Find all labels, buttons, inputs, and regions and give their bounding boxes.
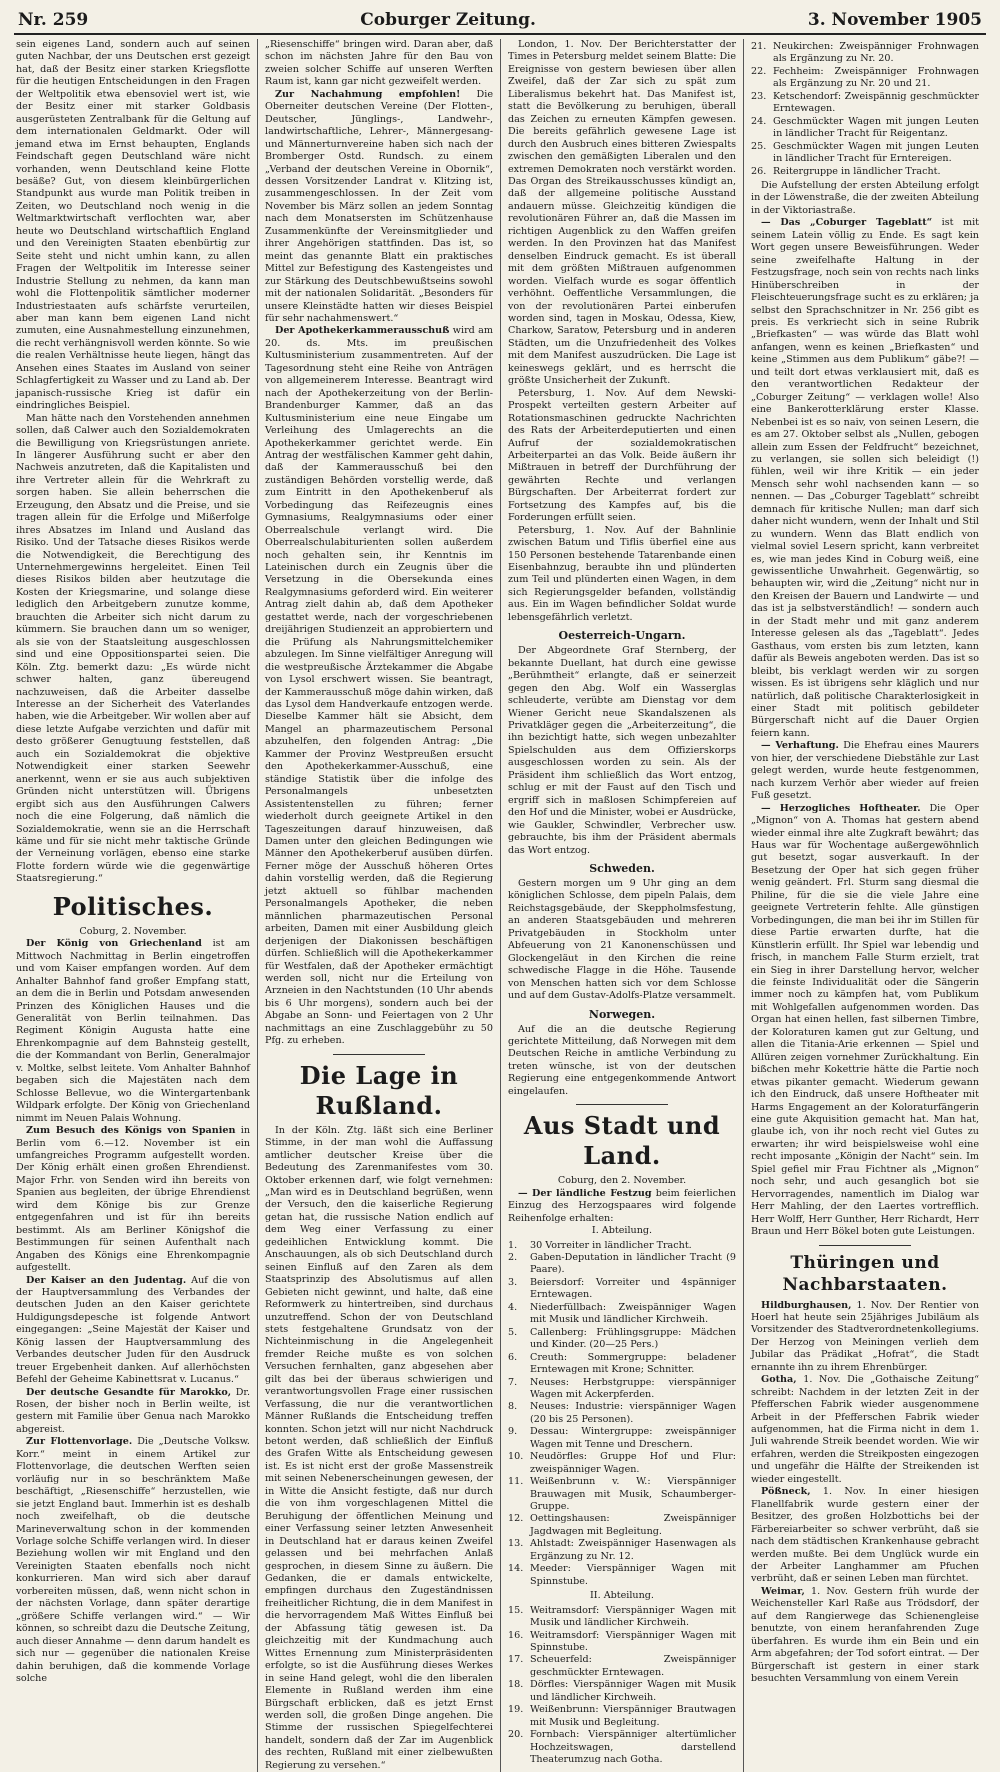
list-item-number: 17. xyxy=(508,1654,524,1666)
masthead xyxy=(14,10,986,35)
article-headline: Zur Nachahmung empfohlen! xyxy=(275,88,461,100)
list-item xyxy=(508,1451,736,1476)
subheading-oesterreich: Oesterreich-Ungarn. xyxy=(558,629,686,643)
list-item-number: 10. xyxy=(508,1451,524,1463)
list-item xyxy=(751,166,979,178)
newspaper-title: Coburger Zeitung. xyxy=(360,10,536,30)
list-item-text: Scheuerfeld: Zweispänniger geschmückter Erntewagen. xyxy=(530,1654,736,1678)
list-item-number: 4. xyxy=(508,1301,518,1313)
list-item xyxy=(508,1377,736,1402)
list-item-number: 14. xyxy=(508,1563,524,1575)
list-item-text: Ketschendorf: Zweispännig geschmückter Erntewagen. xyxy=(773,90,979,115)
list-item xyxy=(751,41,979,66)
list-item-text: Beiersdorf: Vorreiter und 4spänniger Erntewagen. xyxy=(530,1276,736,1301)
list-item-number: 22. xyxy=(751,65,767,77)
article-headline: — Verhaftung. xyxy=(761,740,839,752)
section-title-russland: Die Lage in Rußland. xyxy=(299,1060,459,1120)
paragraph: Die Aufstellung der ersten Abteilung erfolgt in der Löwenstraße, die der zweiten Abteilung in der Viktoriastraße. xyxy=(751,179,979,216)
list-heading: II. Abteilung. xyxy=(590,1590,654,1602)
list-item-text: Weitramsdorf: Vierspänniger Wagen mit Spinnstube. xyxy=(530,1629,736,1654)
paragraph: Der deutsche Gesandte für Marokko, Dr. Rosen, der bisher noch in Berlin weilte, ist gestern mit Familie über Genua nach Marokko abgereist. xyxy=(16,1386,250,1435)
article-headline: Zur Flottenvorlage. xyxy=(26,1436,133,1448)
list-item xyxy=(508,1630,736,1655)
paragraph: Hildburghausen, 1. Nov. Der Rentier von Hoerl hat heute sein 25jähriges Jubiläum als Vorsitzender des Stadtverordnetenkollegiums. Der Herzog von Meiningen verlieh dem Jubilar das Prädikat „Hofrat“, die Stadt ernannte ihn zu ihrem Ehrenbürger. xyxy=(751,1299,979,1373)
list-item-number: 20. xyxy=(508,1729,524,1741)
list-item-number: 8. xyxy=(508,1401,518,1413)
article-headline: — Das „Coburger Tageblatt“ xyxy=(761,217,933,229)
list-item-text: Weißenbrunn v. W.: Vierspänniger Brauwagen mit Musik, Schaumberger-Gruppe. xyxy=(530,1476,736,1513)
paragraph: — Verhaftung. Die Ehefrau eines Maurers von hier, der verschiedene Diebstähle zur Last gelegt werden, wurde heute festgenommen, nach kurzem Verhör aber wieder auf freien Fuß gesetzt. xyxy=(751,740,979,802)
issue-date: 3. November 1905 xyxy=(807,10,982,30)
column-3 xyxy=(500,39,743,1772)
column-4 xyxy=(743,39,986,1772)
subheading-norwegen: Norwegen. xyxy=(588,1007,656,1021)
paragraph: In der Köln. Ztg. läßt sich eine Berliner Stimme, in der man wohl die Auffassung amtlicher deutscher Kreise über die Bedeutung des Zarenmanifestes vom 30. Oktober erkennen darf, wie folgt vernehmen: „Man wird es in Deutschland begrüßen, wenn der Versuch, den die kaiserliche Regierung getan hat, die russische Nation endlich auf dem Weg einer Verfassung zu einer gedeihlichen Entwicklung kommt. Die Anschauungen, als ob sich Deutschland durch seinen Einfluß auf den Zaren als dem Staatsprinzip des Absolutismus auf allen Gebieten nicht gewinnt, und halte, daß eine Reformwerk zu hintertreiben, sind durchaus unzutreffend. Schon der von Deutschland stets festgehaltene Grundsatz von der Nichteinmischung in die Angelegenheit fremder Reiche mußte es von solchen Versuchen fernhalten, ganz abgesehen aber gilt das bei der überaus schwierigen und verantwortungsvollen Frage einer russischen Verfassung, die nur die verantwortlichen Männer Rußlands die Entscheidung treffen konnten. Schon jetzt will nur nicht Nachdruck betont werden, daß schließlich der Einfluß des Grafen Witte als Entscheidung gewesen ist. Es ist nicht erst der große Massenstreik mit seinen Nebenerscheinungen gewesen, der in Witte die Ansicht festigte, daß nur durch die von ihm vorgeschlagenen Mittel die Beruhigung der öffentlichen Meinung und einer Verfassung seiner letzten Anwesenheit in Deutschland hat er daraus keinen Zweifel gelassen und bei mehrfachen Anlaß gesprochen, in diesem Sinne zu äußern. Die Gedanken, die er damals entwickelte, empfingen durchaus den Zugeständnissen freiheitlicher Richtung, die in dem Manifest in die hervorragendem Maß Wittes Einfluß bei der Abfassung tätig gewesen ist. Da gleichzeitig mit der Kundmachung auch Wittes Ernennung zum Ministerpräsidenten erfolgte, so ist die Ausführung dieses Werkes in seine Hand gelegt, wohl die den liberalen Elemente in Rußland werden ihm eine Bürgschaft erblicken, daß es jetzt Ernst werden soll, die großen Dinge angehen. Die Stimme der russischen Spiegelfechterei handelt, sondern daß der Zar im Augenblick des rechten, Rußland mit einer zielbewußten Regierung zu versehen.“ xyxy=(265,1124,493,1771)
list-item-text: Neuses: Industrie: vierspänniger Wagen (20 bis 25 Personen). xyxy=(530,1401,736,1425)
list-item-number: 19. xyxy=(508,1704,524,1716)
dateline: Coburg, den 2. November. xyxy=(557,1175,687,1187)
list-item-text: Niederfüllbach: Zweispänniger Wagen mit Musik und ländlicher Kirchweih. xyxy=(530,1301,736,1326)
paragraph: Zur Flottenvorlage. Die „Deutsche Volksw. Korr.“ meint in einem Artikel zur Flottenvorlage, die deutschen Werften seien vorläufig nur in so beschränktem Maße beschäftigt, „Riesenschiffe“ herzustellen, wie sie jetzt England baut. Immerhin ist es deshalb noch zweifelhaft, ob die deutsche Marineverwaltung schon in der kommenden Vorlage solche Schiffe verlangen wird. In dieser Beziehung wollen wir mit England und den Vereinigten Staaten ebenfalls noch nicht konkurrieren. Man wird sich aber darauf vorbereiten müssen, daß, wenn nicht schon in der nächsten Vorlage, dann später derartige „größere Schiffe verlangen wird.“ — Wir können, so schreibt dazu die Deutsche Zeitung, auch dieser Annahme — denn darum handelt es sich nur — gegenüber die nationalen Kreise dahin beruhigen, daß die kommende Vorlage solche xyxy=(16,1436,250,1684)
list-item-text: Reitergruppe in ländlicher Tracht. xyxy=(773,165,941,177)
list-item-number: 15. xyxy=(508,1604,524,1616)
paragraph: London, 1. Nov. Der Berichterstatter der Times in Petersburg meldet seinem Blatte: Die Ereignisse von gestern bewiesen über allen Zweifel, daß der Zar sich zu spät zum Liberalismus bekehrt hat. Das Manifest ist, statt die Bevölkerung zu beruhigen, überall das Zeichen zu erneuten Kämpfen gewesen. Die bereits gefährlich gewesene Lage ist durch den Ausbruch eines bitteren Zwiespalts zwischen den gemäßigten Liberalen und den extremen Demokraten noch verstärkt worden. Das Organ des Streikausschusses kündigt an, daß der allgemeine politische Ausstand andauern müsse. Gleichzeitig kündigen die revolutionären Führer an, daß die Massen im richtigen Augenblick zu den Waffen greifen werden. In den Provinzen hat das Manifest denselben Eindruck gemacht. Es ist überall mit dem größten Mißtrauen aufgenommen worden. Vielfach wurde es sogar öffentlich verhöhnt. Oeffentliche Versammlungen, die von der revolutionären Partei einberufen worden sind, tagen in Moskau, Odessa, Kiew, Charkow, Saratow, Petersburg und in anderen Städten, um die Unzufriedenheit des Volkes mit dem Manifest auszudrücken. Die Lage ist keineswegs geklärt, und es herrscht die größte Unsicherheit der Zukunft. xyxy=(508,39,736,387)
list-item xyxy=(751,116,979,141)
list-item-text: Ahlstadt: Zweispänniger Hasenwagen als Ergänzung zu Nr. 12. xyxy=(530,1538,736,1562)
article-headline: Zum Besuch des Königs von Spanien xyxy=(26,1125,236,1137)
article-headline: Der Kaiser an den Judentag. xyxy=(26,1274,187,1286)
list-item-number: 11. xyxy=(508,1476,524,1488)
paragraph: „Riesenschiffe“ bringen wird. Daran aber, daß schon im nächsten Jahre für den Bau von zweien solcher Schiffe auf unseren Werften Raum ist, kann gar nicht gezweifelt werden. xyxy=(265,39,493,88)
article-headline: Pößneck, xyxy=(761,1486,811,1498)
list-item-text: Neukirchen: Zweispänniger Frohnwagen als Ergänzung zu Nr. 20. xyxy=(773,41,979,65)
list-item-number: 6. xyxy=(508,1351,518,1363)
column-2 xyxy=(257,39,500,1772)
paragraph: Der Apothekerkammerausschuß wird am 20. ds. Mts. im preußischen Kultusministerium zusammentreten. Auf der Tagesordnung steht eine Reihe von Anträgen von allgemeinerem Interesse. Beantragt wird nach der Apothekerzeitung von der Berlin-Brandenburger Kammer, daß an das Kultusministerium eine neue Eingabe um Verleihung des Umlagerechts an die Apothekerkammer gerichtet werde. Ein Antrag der westfälischen Kammer geht dahin, daß der Kammerausschuß bei den zuständigen Behörden vorstellig werde, daß zum Eintritt in den Apothekenberuf als Vorbedingung das Reifezeugnis eines Gymnasiums, Realgymnasiums oder einer Oberrealschule verlangt wird. Die Oberrealschulabiturienten sollen außerdem noch gehalten sein, ihr Kenntnis im Lateinischen durch ein Zeugnis über die Versetzung in die Obersekunda eines Realgymnasiums geforderd wird. Ein weiterer Antrag zielt dahin ab, daß dem Apotheker gestattet werde, nach der vorgeschriebenen dreijährigen Studienzeit an approbiertern und die Prüfung als Nahrungsmittelchemiker abzulegen. Im Sinne vielfältiger Anregung will die westpreußische Ärztekammer die Abgabe von Lysol erschwert wissen. Sie beantragt, der Kammerausschuß möge dahin wirken, daß das Lysol dem Handverkaufe entzogen werde. Dieselbe Kammer hält sie Absicht, dem Mangel an pharmazeutischem Personal abzuhelfen, den folgenden Antrag: „Die Kammer der Provinz Westpreußen ersucht den Apothekerkammer-Ausschuß, eine ständige Statistik über die infolge des Personalmangels unbesetzten Assistentenstellen zu führen; ferner wiederholt durch geeignete Artikel in den Tageszeitungen darauf hinzuweisen, daß Damen unter den gleichen Bedingungen wie Männer den Apothekerberuf ausüben dürfen. Ferner möge der Ausschuß höheren Ortes dahin vorstellig werden, daß die Regierung jetzt aktuell so fühlbar machenden Personalmangels Apotheker, die neben männlichen pharmazeutischen Personal arbeiten, Damen mit einer Ausbildung gleich derjenigen der Diakonissen beschäftigen dürfen. Schließlich will die Apothekerkammer für Westfalen, daß der Apotheker ermächtigt werden soll, nicht nur die Erteilung von Arzneien in den Nachtstunden (10 Uhr abends bis 6 Uhr morgens), sondern auch bei der Abgabe an Sonn- und Feiertagen von 2 Uhr nachmittags an eine Zuschlaggebühr zu 50 Pfg. zu erheben. xyxy=(265,325,493,1047)
article-headline: Der Apothekerkammerausschuß xyxy=(275,325,450,337)
list-item xyxy=(508,1605,736,1630)
list-item-text: Gaben-Deputation in ländlicher Tracht (9 Paare). xyxy=(530,1251,736,1276)
list-item-text: 30 Vorreiter in ländlicher Tracht. xyxy=(530,1239,692,1251)
list-item-text: Dörfles: Vierspänniger Wagen mit Musik und ländlicher Kirchweih. xyxy=(530,1679,736,1703)
list-item xyxy=(508,1277,736,1302)
paragraph: Der König von Griechenland ist am Mittwoch Nachmittag in Berlin eingetroffen und vom Kaiser empfangen worden. Auf dem Anhalter Bahnhof fand großer Empfang statt, an dem die in Berlin und Potsdam anwesenden Prinzen des Königlichen Hauses und die Generalität von Berlin teilnahmen. Das Regiment Königin Augusta hatte eine Ehrenkompagnie auf dem Bahnsteig gestellt, die der Kommandant von Berlin, Generalmajor v. Moltke, selbst leitete. Vom Anhalter Bahnhof begaben sich die Majestäten nach dem Schlosse Bellevue, wo die Wintergartenbank Wildpark erfolgte. Der König von Griechenland nimmt im Neuen Palais Wohnung. xyxy=(16,938,250,1124)
paragraph: Auf die an die deutsche Regierung gerichtete Mitteilung, daß Norwegen mit dem Deutschen Reiche in amtliche Verbindung zu treten wünsche, ist von der deutschen Regierung eine entgegenkommende Antwort eingelaufen. xyxy=(508,1023,736,1097)
paragraph: Zur Nachahmung empfohlen! Die Oberneiter deutschen Vereine (Der Flotten-, Deutscher, Jünglings-, Landwehr-, landwirtschaftliche, Lehrer-, Männergesang- und Männerturnvereine haben sich nach der Bromberger Ostd. Rundsch. zu einem „Verband der deutschen Vereine in Obornik“, dessen Vorsitzender Landrat v. Klitzing ist, zusammengeschlossen. In der Zeit vom November bis März sollen an jedem Sonntag nach dem Monatsersten im Schützenhause Zusammenkünfte der Vereinsmitglieder und ihrer Angehörigen stattfinden. Das ist, so meint das genannte Blatt ein praktisches Mittel zur Befestigung des Kastengeistes und zur Stärkung des Deutschbewußtseins sowohl mit der nationalen Solidarität. „Besonders für unsere Kleinstädte hatten wir dieses Beispiel für sehr nachahmenswert.“ xyxy=(265,88,493,324)
list-item-number: 1. xyxy=(508,1239,518,1251)
list-item xyxy=(508,1513,736,1538)
section-title-politisches: Politisches. xyxy=(52,891,214,921)
list-item xyxy=(508,1563,736,1588)
list-item-number: 23. xyxy=(751,90,767,102)
list-item-number: 9. xyxy=(508,1426,518,1438)
list-item-text: Geschmückter Wagen mit jungen Leuten in ländlicher Tracht für Erntereigen. xyxy=(773,140,979,165)
list-item-text: Dessau: Wintergruppe: zweispänniger Wagen mit Tenne und Dreschern. xyxy=(530,1426,736,1450)
list-item-number: 12. xyxy=(508,1513,524,1525)
list-item-number: 2. xyxy=(508,1251,518,1263)
festzug-list-3 xyxy=(751,41,979,178)
list-item-number: 18. xyxy=(508,1679,524,1691)
list-item xyxy=(508,1476,736,1513)
paragraph: — Herzogliches Hoftheater. Die Oper „Mignon“ von A. Thomas hat gestern abend wieder einmal ihre alte Zugkraft bewährt; das Haus war für Wochentage außergewöhnlich gut besetzt, sogar ausverkauft. In der Besetzung der Oper hat sich gegen früher wenig geändert. Frl. Sturm sang diesmal die Philine, für die sie die viele Jahre eine geeignete Vertreterin fehlte. Alle günstigen Vorbedingungen, die man bei ihr im Stillen für diese Partie erwarten durfte, hat die Künstlerin erfüllt. Ihr Spiel war lebendig und frisch, in manchem Falle Sturm erzielt, trat ein Sieg in ihrer Darstellung hervor, welcher die feinste Individualität oder die Sängerin immer noch zu kämpfen hat, vom Publikum mit Wohlgefallen aufgenommen worden. Das Organ hat einen hellen, fast silbernen Timbre, der Koloraturen kamen gut zur Geltung, und allen die Titania-Arie erkennen — Spiel und Allüren zeigen vornehmer Zurückhaltung. Ein bißchen mehr Kokettrie hätte die Partie noch etwas pikanter gemacht. Wiederum gewann ich den Eindruck, daß unsere Hoftheater mit Harms Engagement an der Koloraturfängerin eine gute Akquisition gemacht hat. Man hat, glaube ich, von ihr noch recht viel Gutes zu erwarten; ihr wird beispielsweise wohl eine recht imposante „Königin der Nacht“ sein. Im Spiel gefiel mir Frau Fichtner als „Mignon“ noch sehr, und auch gesanglich bot sie Hervorragendes, namentlich im Dialog war Herr Mahling, der den Laertes vortrefflich. Herr Wolff, Herr Gunther, Herr Richardt, Herr Braun und Herr Bökel boten gute Leistungen. xyxy=(751,802,979,1238)
list-item xyxy=(508,1538,736,1563)
list-item-text: Fechheim: Zweispänniger Frohnwagen als Ergänzung zu Nr. 20 und 21. xyxy=(773,65,979,90)
paragraph: Petersburg, 1. Nov. Auf dem Newski-Prospekt verteilten gestern Arbeiter auf Rotationsmaschinen gedruckte Nachrichten des Rats der Arbeiterdeputierten und einen Aufruf der sozialdemokratischen Arbeiterpartei an das Volk. Beide äußern ihr Mißtrauen in betreff der Durchführung der gewährten Rechte und verlangen Bürgschaften. Der Arbeiterrat fordert zur Fortsetzung des Kampfes auf, bis die Forderungen erfüllt seien. xyxy=(508,387,736,524)
paragraph: — Das „Coburger Tageblatt“ ist mit seinem Latein völlig zu Ende. Es sagt kein Wort gegen unsere Beweisführungen. Weder seine zweifelhafte Haltung in der Festzugsfrage, noch sein von rechts nach links Hinüberschreiben in der Fleischteuerungsfrage sucht es zu erklären; ja selbst den Sprachschnitzer in Nr. 256 gibt es preis. Es verkriecht sich in seine Rubrik „Briefkasten“ — was würde das Blatt wohl anfangen, wenn es keinen „Briefkasten“ und keine „Stimmen aus dem Publikum“ gäbe?! — und teilt dort etwas verklausiert mit, daß es den verantwortlichen Redakteur der „Coburger Zeitung“ — verklagen wolle! Also eine Bankerotterklärung erster Klasse. Nebenbei ist es so naiv, von seinen Lesern, die es am 27. Oktober selbst als „Nullen, gebogen allein zum Essen der Feldfrucht“ bezeichnet, zu verlangen, sie sollen sich beleidigt (!) fühlen, weil wir ihre Kritik — ein jeder Mensch sehr wohl nachsenden kann — so nennen. — Das „Coburger Tageblatt“ schreibt demnach für kritische Nullen; man darf sich daher nicht wundern, wenn der Inhalt und Stil zu wundern. Wenn das Blatt endlich von vielmal soviel Lesern spricht, kann verbreitet es, wie man jedes Kind in Coburg weiß, eine gewissentliche Unwahrheit. Gegenwärtig, so behaupten wir, wird die „Zeitung“ nicht nur in den Kreisen der Bauern und Landwirte — und das ist ja selbstverständlich! — sondern auch in der Stadt mehr und mit ganz anderem Interesse gelesen als das „Tageblatt“. Jedes Gasthaus, vom ersten bis zum letzten, kann dafür als Beweis angeboten werden. Das ist so bleibt, bis verklagt werden wir zu sorgen wissen. Es ist übrigens sehr kläglich und nur natürlich, daß politische Charakterlosigkeit in einer Stadt mit politisch gebildeter Bürgerschaft nicht auf die Dauer Orgien feiern kann. xyxy=(751,217,979,739)
divider xyxy=(576,1104,667,1105)
list-item xyxy=(508,1252,736,1277)
list-item xyxy=(508,1679,736,1704)
dateline: Coburg, 2. November. xyxy=(79,925,187,937)
paragraph: Gestern morgen um 9 Uhr ging an dem königlichen Schlosse, dem pipeln Palais, dem Reichstagsgebäude, der Skeppholmsfestung, an anderen Staatsgebäuden und mehreren Privatgebäuden in Stockholm unter Abfeuerung von 21 Kanonenschüssen und Glockengeläut in den Kirchen die reine schwedische Flagge in die Höhe. Tausende von Menschen hatten sich vor dem Schlosse und auf dem Gustav-Adolfs-Platze versammelt. xyxy=(508,878,736,1002)
list-item xyxy=(751,66,979,91)
list-item-number: 7. xyxy=(508,1376,518,1388)
article-headline: — Herzogliches Hoftheater. xyxy=(761,802,921,814)
list-item xyxy=(508,1704,736,1729)
list-item xyxy=(508,1654,736,1679)
text-columns xyxy=(14,39,986,1771)
list-item xyxy=(508,1352,736,1377)
paragraph: Pößneck, 1. Nov. In einer hiesigen Flanellfabrik wurde gestern einer der Besitzer, des großen Holzbottichs bei der Färbereiarbeiter so schwer verbrüht, daß sie nach dem städtischen Krankenhause gebracht werden mußte. Bei dem Unglück wurde ein der Arbeiter Langhammer am Pfuchen verbrüht, daß er seinen Leben man fürchtet. xyxy=(751,1486,979,1585)
list-item-number: 13. xyxy=(508,1538,524,1550)
article-headline: Weimar, xyxy=(761,1585,805,1597)
article-headline: Der König von Griechenland xyxy=(26,938,202,950)
list-item xyxy=(508,1401,736,1426)
section-title-stadt-land: Aus Stadt und Land. xyxy=(523,1111,721,1171)
list-item-number: 26. xyxy=(751,165,767,177)
list-item xyxy=(751,141,979,166)
list-item-text: Oettingshausen: Zweispänniger Jagdwagen mit Begleitung. xyxy=(530,1513,736,1537)
list-item-number: 24. xyxy=(751,115,767,127)
paragraph: Gotha, 1. Nov. Die „Gothaische Zeitung“ schreibt: Nachdem in der letzten Zeit in der Pfefferschen Fabrik wieder ausgenommene Arbeit in der Pfefferschen Fabrik wieder aufgenommen, hat die Firma nicht in dem 1. Juli wahrende Streik beendet worden. Wie wir erfahren, werden die Streikposten eingezogen und ungefähr die Hälfte der Streikenden ist wieder eingestellt. xyxy=(751,1374,979,1485)
list-item-number: 3. xyxy=(508,1276,518,1288)
issue-number: Nr. 259 xyxy=(18,10,89,30)
section-title-thueringen: Thüringen und Nachbarstaaten. xyxy=(782,1252,948,1295)
list-heading: I. Abteilung. xyxy=(591,1225,653,1237)
article-headline: — Der ländliche Festzug xyxy=(518,1187,652,1199)
list-item xyxy=(508,1729,736,1766)
column-1 xyxy=(14,39,257,1772)
paragraph: Weimar, 1. Nov. Gestern früh wurde der Weichensteller Karl Raße aus Trödsdorf, der auf dem Rangierwege das Schienengleise benutzte, von einem heranfahrenden Zuge überfahren. Es wurde ihm ein Bein und ein Arm abgefahren; der Tod sofort eintrat. — Der Bürgerschaft ist gestern in einer stark besuchten Versammlung von einem Verein xyxy=(751,1585,979,1685)
paragraph: Zum Besuch des Königs von Spanien in Berlin vom 6.—12. November ist ein umfangreiches Programm aufgestellt worden. Der König erhält einen großen Ehrendienst. Major Frhr. von Senden wird ihn bereits von Spanien aus begleiten, der übrige Ehrendienst wird dem Könige bis zur Grenze entgegenfahren und ist für ihn bereits bestimmt. Als am Berliner Königshof die Bestimmungen für seinen Aufenthalt nach Angaben des Königs eine Ehrenkompagnie aufgestellt. xyxy=(16,1125,250,1274)
list-item-text: Neudörfles: Gruppe Hof und Flur: zweispänniger Wagen. xyxy=(530,1451,736,1475)
subheading-schweden: Schweden. xyxy=(589,862,655,875)
list-item-number: 21. xyxy=(751,41,767,52)
list-item-text: Geschmückter Wagen mit jungen Leuten in ländlicher Tracht für Reigentanz. xyxy=(773,115,979,140)
list-item-text: Neuses: Herbstgruppe: vierspänniger Wagen mit Ackerpferden. xyxy=(530,1376,736,1400)
list-item-number: 5. xyxy=(508,1326,518,1338)
list-item xyxy=(508,1240,736,1252)
article-headline: Hildburghausen, xyxy=(761,1299,852,1311)
paragraph: Man hätte nach den Vorstehenden annehmen sollen, daß Calwer auch den Sozialdemokraten die Bewilligung von Kriegsrüstungen anriete. In längerer Ausführung sucht er aber den Nachweis anzutreten, daß die Kapitalisten und ihre Vertreter allein für die Wehrkraft zu sorgen haben. Sie allein beherrschen die Erzeugung, den Absatz und die Preise, und sie tragen allein für die Erfolge und Mißerfolge ihres Absatzes im Inland und Ausland das Risiko. Und der Tatsache dieses Risikos werde die Notwendigkeit, die Berechtigung des Unternehmergewinns hergeleitet. Einen Teil dieses Risikos bilden aber heutzutage die Kosten der Kriegsmarine, und solange diese lediglich den Arbeitgebern zunutze komme, brauchten die Arbeiter sich nicht darum zu kümmern. Sie brauchen dann um so weniger, als sie von der Staatsleitung ausgeschlossen sind und eine Oppositionspartei seien. Die Köln. Ztg. bemerkt dazu: „Es würde nicht schwer halten, ganz übereugend nachzuweisen, daß die Arbeiter dasselbe Interesse an der Sicherheit des Vaterlandes haben, wie die Arbeitgeber. Wir wollen aber auf diese letzte Aufgabe verzichten und dafür mit desto größerer Genugtuung feststellen, daß auch ein Sozialdemokrat die objektive Notwendigkeit einer starken Seewehr anerkennt, wenn er sie aus auch subjektiven Gründen nicht unterstützen will. Übrigens ergibt sich aus den Ausführungen Calwers noch die eine Folgerung, daß nämlich die Sozialdemokratie, wenn sie an die Herrschaft käme und für sie nicht mehr taktische Gründe der Verneinung vorlägen, ebenso eine starke Flotte fordern würde wie die gegenwärtige Staatsregierung.“ xyxy=(16,412,250,885)
list-item-text: Fornbach: Vierspänniger altertümlicher Hochzeitswagen, darstellend Theaterumzug nach Gotha. xyxy=(530,1729,736,1766)
festzug-list-1 xyxy=(508,1240,736,1589)
festzug-list-2 xyxy=(508,1605,736,1767)
list-item-text: Weißenbrunn: Vierspänniger Brautwagen mit Musik und Begleitung. xyxy=(530,1704,736,1728)
list-item xyxy=(751,91,979,116)
list-item-text: Weitramsdorf: Vierspänniger Wagen mit Musik und ländlicher Kirchweih. xyxy=(530,1604,736,1629)
article-headline: Der deutsche Gesandte für Marokko, xyxy=(26,1386,232,1398)
list-item-text: Creuth: Sommergruppe: beladener Erntewagen mit Krone; Schnitter. xyxy=(530,1351,736,1376)
list-item xyxy=(508,1327,736,1352)
divider xyxy=(333,1054,424,1055)
list-item-number: 25. xyxy=(751,140,767,152)
list-item xyxy=(508,1302,736,1327)
list-item-text: Meeder: Vierspänniger Wagen mit Spinnstube. xyxy=(530,1563,736,1587)
article-headline: Gotha, xyxy=(761,1374,797,1386)
list-item-text: Callenberg: Frühlingsgruppe: Mädchen und Kinder. (20—25 Pers.) xyxy=(530,1326,736,1351)
paragraph: — Der ländliche Festzug beim feierlichen Einzug des Herzogspaares wird folgende Reihenfolge erhalten: xyxy=(508,1187,736,1224)
paragraph: sein eigenes Land, sondern auch auf seinen guten Nachbar, der uns Deutschen erst gezeigt hat, daß der Besitz einer starken Kriegsflotte für die heutigen Entscheidungen in den Fragen der Weltpolitik etwa ebensoviel wert ist, wie der Besitz einer mit starker Goldbasis ausgerüsteten Zentralbank für die Geltung auf dem internationalen Geldmarkt. Oder will jemand etwa im Ernst behaupten, Englands Feindschaft gegen Deutschland wäre nicht vorhanden, wenn Deutschland keine Flotte besäße? Gut, von diesem kleinbürgerlichen Standpunkt aus wurde man Politik treiben in Zeiten, wo Deutschland noch wenig in die Weltmarktwirtschaft verflochten war, aber heute wo Deutschland wirtschaftlich England und den Vereinigten Staaten ebenbürtig zur Seite steht und nicht umhin kann, zu allen Fragen der Weltpolitik im Interesse seiner Industrie Stellung zu nehmen, da kann man wohl die Flottenpolitik sämtlicher moderner Industriestaaten aufs schärfste verurteilen, aber man kann bem eigenen Land nicht zumuten, eine Ausnahmestellung einzunehmen, die recht verhängnisvoll werden könnte. So wie die realen Verhältnisse heute liegen, hängt das Ansehen eines Staates im Ausland von seiner Schlagfertigkeit zu Wasser und zu Land ab. Der japanisch-russische Krieg ist dafür ein eindringliches Beispiel. xyxy=(16,39,250,412)
list-item-number: 16. xyxy=(508,1629,524,1641)
divider xyxy=(819,1245,910,1246)
list-item xyxy=(508,1426,736,1451)
paragraph: Petersburg, 1. Nov. Auf der Bahnlinie zwischen Batum und Tiflis überfiel eine aus 150 Personen bestehende Tatarenbande einen Eisenbahnzug, beraubte ihn und plünderten zum Teil und plünderten einen Wagen, in dem sich Regierungsgelder befanden, vollständig aus. Ein im Wagen befindlicher Soldat wurde lebensgefährlich verletzt. xyxy=(508,524,736,623)
paragraph: Der Kaiser an den Judentag. Auf die von der Hauptversammlung des Verbandes der deutschen Juden an den Kaiser gerichtete Huldigungsdepesche ist folgende Antwort eingegangen: „Seine Majestät der Kaiser und König lassen der Hauptversammlung des Verbandes deutscher Juden für den Ausdruck treuer Ergebenheit danken. Auf allerhöchsten Befehl der Geheime Kabinettsrat v. Lucanus.“ xyxy=(16,1274,250,1386)
paragraph: Der Abgeordnete Graf Sternberg, der bekannte Duellant, hat durch eine gewisse „Berühmtheit“ erlangte, daß er seinerzeit gegen den Abg. Wolf ein Wasserglas schleuderte, verübte am Dienstag vor dem Wiener Gericht neue Skandalszenen als Privatkläger gegen die „Arbeiterzeitung“, die ihn bezichtigt hatte, sich wegen unbezahlter Spielschulden aus dem Offizierskorps ausgeschlossen worden zu sein. Als der Präsident ihm schließlich das Wort entzog, schlug er mit der Faust auf den Tisch und ergriff sich in maßlosen Schimpfereien auf den Hof und die Minister, wobei er Ausdrücke, wie Gaukler, Schwindler, Verbrecher usw. gebrauchte, bis ihm der Präsident abermals das Wort entzog. xyxy=(508,645,736,856)
